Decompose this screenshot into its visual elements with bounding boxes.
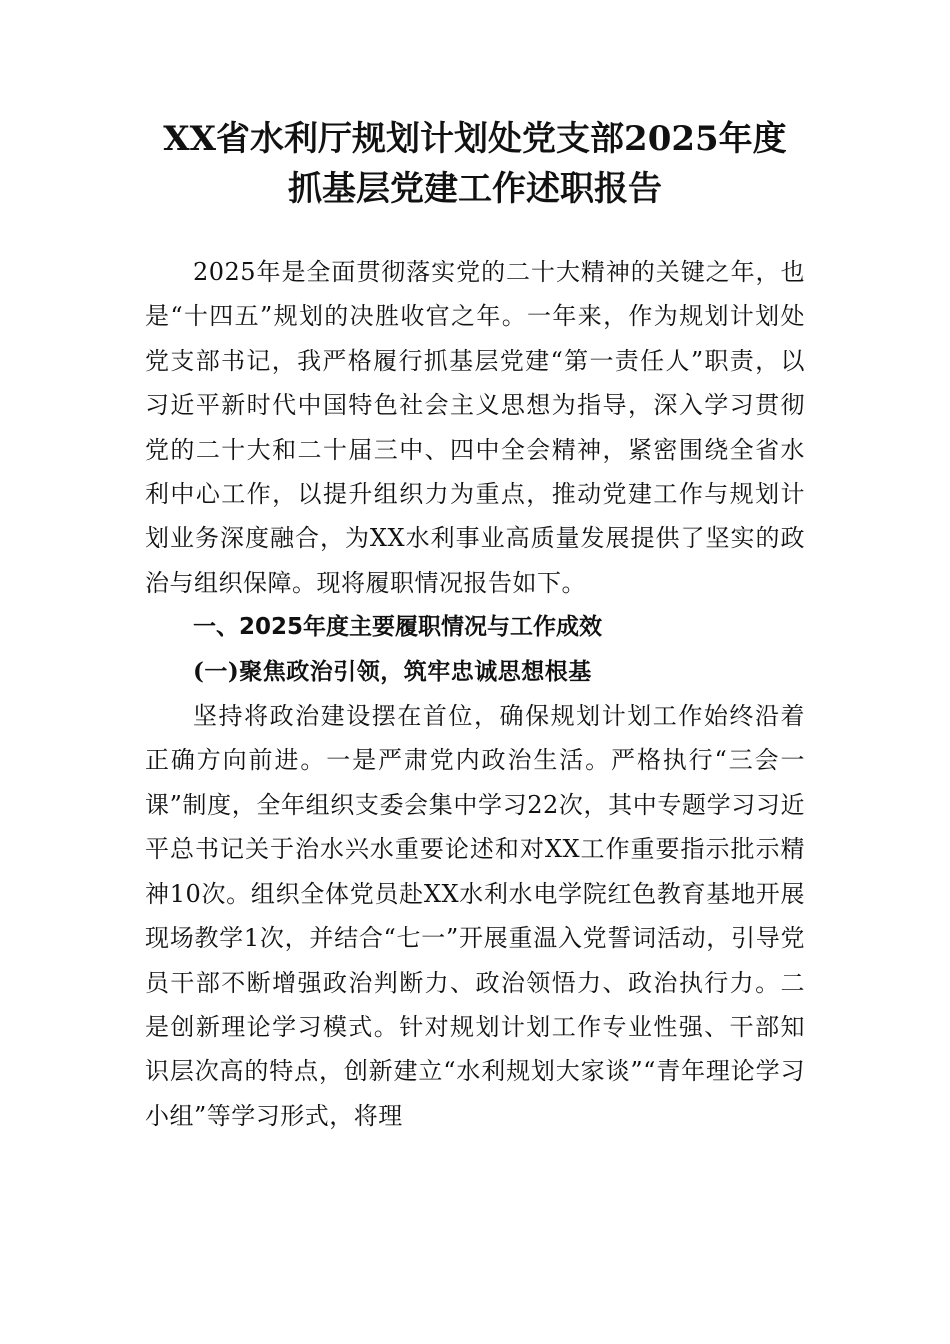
document-body xyxy=(145,250,805,1138)
subsection-heading: (一)聚焦政治引领，筑牢忠诚思想根基 xyxy=(193,657,592,685)
section-heading: 一、2025年度主要履职情况与工作成效 xyxy=(193,614,603,641)
subsection-paragraph: 坚持将政治建设摆在首位，确保规划计划工作始终沿着正确方向前进。一是严肃党内政治生活。严格执行“三会一课”制度，全年组织支委会集中学习22次，其中专题学习习近平总书记关于治水兴水重要论述和对XX工作重要指示批示精神10次。组织全体党员赴XX水利水电学院红色教育基地开展现场教学1次，并结合“七一”开展重温入党誓词活动，引导党员干部不断增强政治判断力、政治领悟力、政治执行力。二是创新理论学习模式。针对规划计划工作专业性强、干部知识层次高的特点，创新建立“水利规划大家谈”“青年理论学习小组”等学习形式，将理 xyxy=(145,702,805,1130)
document-title xyxy=(100,114,850,214)
title-line-1: XX省水利厅规划计划处党支部2025年度 xyxy=(163,119,787,159)
title-line-2: 抓基层党建工作述职报告 xyxy=(288,169,662,209)
intro-paragraph: 2025年是全面贯彻落实党的二十大精神的关键之年，也是“十四五”规划的决胜收官之年。一年来，作为规划计划处党支部书记，我严格履行抓基层党建“第一责任人”职责，以习近平新时代中国特色社会主义思想为指导，深入学习贯彻党的二十大和二十届三中、四中全会精神，紧密围绕全省水利中心工作，以提升组织力为重点，推动党建工作与规划计划业务深度融合，为XX水利事业高质量发展提供了坚实的政治与组织保障。现将履职情况报告如下。 xyxy=(145,258,805,597)
